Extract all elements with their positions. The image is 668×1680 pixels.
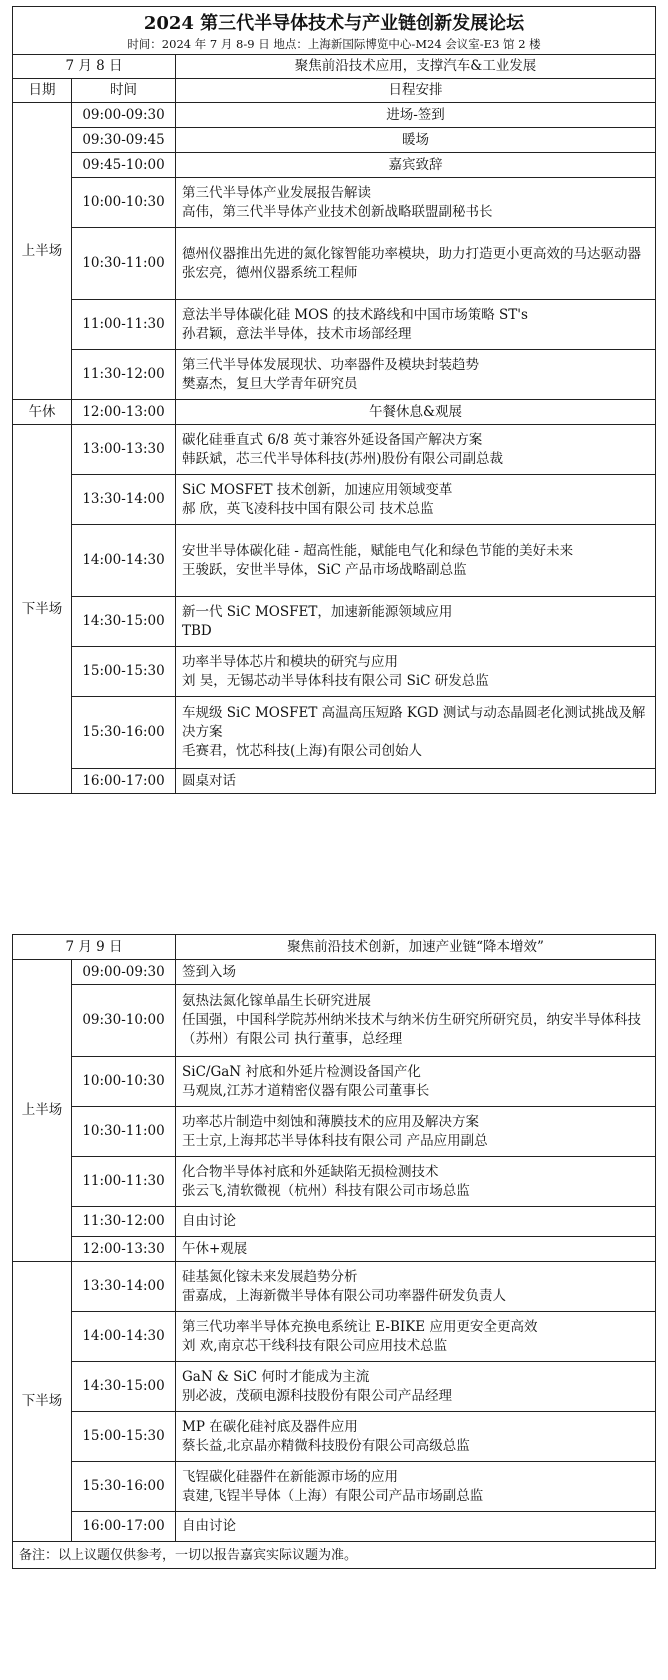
time-cell: 10:00-10:30 [72,1057,176,1107]
col-time-header: 时间 [72,79,176,103]
time-cell: 09:30-09:45 [72,128,176,153]
table-row [13,300,656,350]
table-row [13,178,656,228]
speaker-info: 张云飞,清软微视（杭州）科技有限公司市场总监 [182,1182,470,1199]
talk-title: 签到入场 [182,963,236,980]
time-cell: 15:00-15:30 [72,1412,176,1462]
agenda-cell [176,597,656,647]
time-cell: 10:30-11:00 [72,1107,176,1157]
day2-date: 7 月 9 日 [13,935,176,960]
agenda-cell [176,1262,656,1312]
day2-schedule-table [12,934,656,1569]
time-cell: 11:00-11:30 [72,1157,176,1207]
table-row [13,425,656,475]
table-row [13,1107,656,1157]
talk-title: 功率芯片制造中刻蚀和薄膜技术的应用及解决方案 [182,1113,479,1130]
forum-time-location: 时间：2024 年 7 月 8-9 日 地点：上海新国际博览中心-M24 会议室-E3 馆 2 楼 [13,35,656,55]
agenda-cell [176,525,656,597]
agenda-cell [176,178,656,228]
talk-title: 嘉宾致辞 [388,156,443,173]
speaker-info: 刘 昊，无锡芯动半导体科技有限公司 SiC 研发总监 [182,672,489,689]
talk-title: 自由讨论 [182,1518,236,1534]
agenda-cell [176,647,656,697]
talk-title: 氨热法氮化镓单晶生长研究进展 [182,993,371,1009]
agenda-cell [176,960,656,985]
agenda-cell [176,128,656,153]
time-cell: 15:30-16:00 [72,1462,176,1512]
lunch-text: 午餐休息&观展 [176,400,656,425]
speaker-info: 孙君颖，意法半导体，技术市场部经理 [182,325,412,342]
footnote: 备注：以上议题仅供参考，一切以报告嘉宾实际议题为准。 [13,1542,656,1569]
forum-title: 2024 第三代半导体技术与产业链创新发展论坛 [13,7,656,36]
agenda-cell [176,153,656,178]
table-row [13,153,656,178]
talk-title: GaN & SiC 何时才能成为主流 [182,1368,370,1385]
speaker-info: 蔡长益,北京晶亦精微科技股份有限公司高级总监 [182,1437,470,1454]
speaker-info: 袁建,飞锃半导体（上海）有限公司产品市场副总监 [182,1487,484,1504]
time-cell: 09:00-09:30 [72,960,176,985]
table-row [13,350,656,400]
talk-title: 第三代功率半导体充换电系统让 E-BIKE 应用更安全更高效 [182,1318,538,1335]
day1-theme: 聚焦前沿技术应用，支撑汽车&工业发展 [176,55,656,79]
talk-title: 第三代半导体产业发展报告解读 [182,184,371,201]
time-cell: 09:00-09:30 [72,103,176,128]
time-cell: 15:00-15:30 [72,647,176,697]
speaker-info: 郝 欣，英飞凌科技中国有限公司 技术总监 [182,500,434,517]
agenda-cell [176,103,656,128]
day2-header-row [13,935,656,960]
agenda-cell [176,228,656,300]
agenda-cell [176,1107,656,1157]
agenda-cell [176,425,656,475]
agenda-cell [176,1512,656,1542]
time-cell: 11:30-12:00 [72,350,176,400]
talk-title: SiC MOSFET 技术创新，加速应用领域变革 [182,481,453,498]
talk-title: 暖场 [402,131,429,148]
agenda-cell [176,1237,656,1262]
lunch-label: 午休 [13,400,72,425]
table-row [13,1312,656,1362]
talk-title: 自由讨论 [182,1213,236,1229]
talk-title: 新一代 SiC MOSFET，加速新能源领域应用 [182,603,453,620]
time-cell: 13:00-13:30 [72,425,176,475]
time-cell: 13:30-14:00 [72,1262,176,1312]
speaker-info: 张宏亮，德州仪器系统工程师 [182,264,358,281]
agenda-cell [176,1462,656,1512]
talk-title: 碳化硅垂直式 6/8 英寸兼容外延设备国产解决方案 [182,431,483,448]
speaker-info: TBD [182,622,212,639]
speaker-info: 王骏跃，安世半导体，SiC 产品市场战略副总监 [182,561,467,578]
time-cell: 15:30-16:00 [72,697,176,769]
table-row [13,647,656,697]
table-row [13,1057,656,1107]
talk-title: 午休+观展 [182,1240,248,1257]
table-row [13,1362,656,1412]
table-row [13,525,656,597]
table-row [13,228,656,300]
speaker-info: 樊嘉杰，复旦大学青年研究员 [182,375,358,392]
agenda-cell [176,1157,656,1207]
day1-date: 7 月 8 日 [13,55,176,79]
time-cell: 10:30-11:00 [72,228,176,300]
time-cell: 11:00-11:30 [72,300,176,350]
speaker-info: 韩跃斌，芯三代半导体科技(苏州)股份有限公司副总裁 [182,450,504,467]
agenda-cell [176,1412,656,1462]
agenda-cell [176,300,656,350]
session-label: 上半场 [13,960,72,1262]
agenda-cell [176,769,656,794]
speaker-info: 雷嘉成，上海新微半导体有限公司功率器件研发负责人 [182,1287,506,1304]
speaker-info: 任国强，中国科学院苏州纳米技术与纳米仿生研究所研究员，纳安半导体科技（苏州）有限公司 执行董事，总经理 [182,1012,641,1047]
day1-schedule-table [12,6,656,794]
table-row [13,769,656,794]
talk-title: SiC/GaN 衬底和外延片检测设备国产化 [182,1063,421,1080]
agenda-cell [176,1312,656,1362]
agenda-cell [176,475,656,525]
table-row [13,1207,656,1237]
col-agenda-header: 日程安排 [176,79,656,103]
talk-title: 德州仪器推出先进的氮化镓智能功率模块，助力打造更小更高效的马达驱动器 [182,245,641,262]
speaker-info: 毛赛君，忱芯科技(上海)有限公司创始人 [182,743,423,759]
time-cell: 09:45-10:00 [72,153,176,178]
table-row [13,128,656,153]
time-cell: 14:30-15:00 [72,1362,176,1412]
time-cell: 12:00-13:00 [72,400,176,425]
time-cell: 14:00-14:30 [72,1312,176,1362]
agenda-cell [176,1057,656,1107]
table-row [13,1262,656,1312]
talk-title: 功率半导体芯片和模块的研究与应用 [182,653,398,670]
agenda-cell [176,985,656,1057]
time-cell: 16:00-17:00 [72,769,176,794]
time-cell: 09:30-10:00 [72,985,176,1057]
time-cell: 10:00-10:30 [72,178,176,228]
table-row [13,1237,656,1262]
table-row [13,1412,656,1462]
speaker-info: 王士京,上海邦芯半导体科技有限公司 产品应用副总 [182,1132,488,1149]
table-row [13,103,656,128]
session-label: 下半场 [13,425,72,794]
time-cell: 12:00-13:30 [72,1237,176,1262]
speaker-info: 马观岚,江苏才道精密仪器有限公司董事长 [182,1082,430,1099]
col-date-header: 日期 [13,79,72,103]
table-row [13,960,656,985]
agenda-cell [176,1207,656,1237]
table-row [13,1512,656,1542]
meta-row [13,35,656,55]
day2-theme: 聚焦前沿技术创新，加速产业链“降本增效” [176,935,656,960]
talk-title: 硅基氮化镓未来发展趋势分析 [182,1268,358,1285]
talk-title: 第三代半导体发展现状、功率器件及模块封装趋势 [182,356,479,373]
time-cell: 14:00-14:30 [72,525,176,597]
day1-header-row [13,55,656,79]
talk-title: 车规级 SiC MOSFET 高温高压短路 KGD 测试与动态晶圆老化测试挑战及解决方案 [182,705,646,740]
table-row [13,597,656,647]
table-row [13,697,656,769]
talk-title: 意法半导体碳化硅 MOS 的技术路线和中国市场策略 ST's [182,306,528,323]
agenda-cell [176,350,656,400]
agenda-cell [176,697,656,769]
speaker-info: 别必波，茂硕电源科技股份有限公司产品经理 [182,1387,452,1404]
time-cell: 14:30-15:00 [72,597,176,647]
talk-title: 进场-签到 [386,106,445,123]
speaker-info: 高伟，第三代半导体产业技术创新战略联盟副秘书长 [182,203,493,220]
time-cell: 13:30-14:00 [72,475,176,525]
talk-title: MP 在碳化硅衬底及器件应用 [182,1418,358,1435]
session-label: 下半场 [13,1262,72,1542]
table-row [13,1462,656,1512]
time-cell: 11:30-12:00 [72,1207,176,1237]
column-header-row [13,79,656,103]
note-row [13,1542,656,1569]
title-row [13,7,656,36]
session-label: 上半场 [13,103,72,400]
agenda-cell [176,1362,656,1412]
talk-title: 飞锃碳化硅器件在新能源市场的应用 [182,1468,398,1485]
talk-title: 圆桌对话 [182,772,236,789]
speaker-info: 刘 欢,南京芯干线科技有限公司应用技术总监 [182,1337,448,1354]
table-row [13,985,656,1057]
talk-title: 化合物半导体衬底和外延缺陷无损检测技术 [182,1163,439,1180]
table-row [13,1157,656,1207]
lunch-row [13,400,656,425]
table-row [13,475,656,525]
talk-title: 安世半导体碳化硅 - 超高性能，赋能电气化和绿色节能的美好未来 [182,542,574,559]
time-cell: 16:00-17:00 [72,1512,176,1542]
